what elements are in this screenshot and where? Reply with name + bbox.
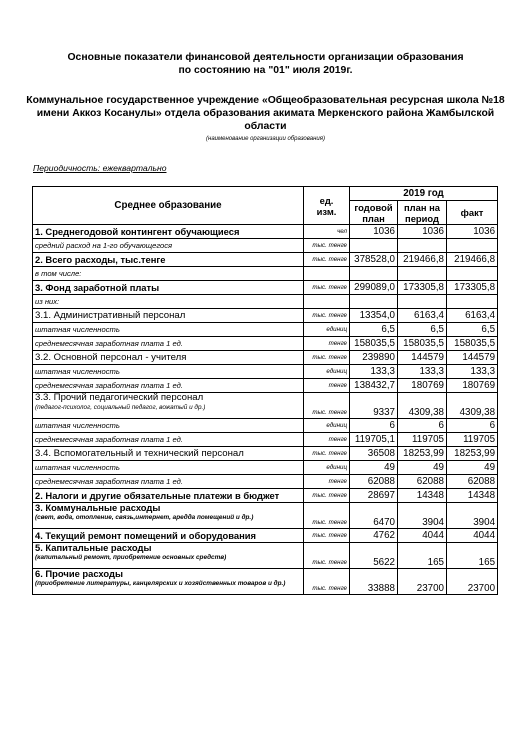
row-unit: единиц xyxy=(304,365,350,379)
row-value-period: 3904 xyxy=(398,503,447,529)
table-row xyxy=(33,419,498,433)
row-value-plan: 9337 xyxy=(350,393,398,419)
row-value-period: 133,3 xyxy=(398,365,447,379)
row-value-plan: 6 xyxy=(350,419,398,433)
table-row xyxy=(33,393,498,419)
row-label xyxy=(33,475,304,489)
row-unit: чел xyxy=(304,225,350,239)
row-label-text: среднемесячная заработная плата 1 ед. xyxy=(35,476,183,486)
row-label-note: (педагог-психолог, социальный педагог, вожатый и др.) xyxy=(35,404,206,411)
organization-name xyxy=(20,94,511,133)
indicators-table xyxy=(32,186,498,595)
row-label-text: штатная численность xyxy=(35,324,120,334)
row-value-fact: 6 xyxy=(447,419,498,433)
row-unit: тенге xyxy=(304,379,350,393)
table-row xyxy=(33,239,498,253)
row-value-fact: 219466,8 xyxy=(447,253,498,267)
row-value-plan: 1036 xyxy=(350,225,398,239)
title-line-1: Основные показатели финансовой деятельности организации образования xyxy=(67,52,464,63)
row-unit: тыс. тенге xyxy=(304,569,350,595)
row-unit: тыс. тенге xyxy=(304,543,350,569)
row-label-text: 3. Фонд заработной платы xyxy=(35,281,160,293)
row-value-period: 158035,5 xyxy=(398,337,447,351)
row-label-text: 1. Среднегодовой контингент обучающиеся xyxy=(35,225,240,237)
table-row xyxy=(33,543,498,569)
header-plan-2: план xyxy=(362,212,385,224)
row-value-period xyxy=(398,239,447,253)
row-value-plan xyxy=(350,295,398,309)
title-line-2: по состоянию на "01" июля 2019г. xyxy=(178,65,353,76)
row-value-period: 14348 xyxy=(398,489,447,503)
row-label-text: 3.1. Административный персонал xyxy=(35,309,186,321)
row-label xyxy=(33,295,304,309)
row-label xyxy=(33,433,304,447)
row-label-text: 2. Всего расходы, тыс.тенге xyxy=(35,253,166,265)
row-label-text: 3.2. Основной персонал - учителя xyxy=(35,351,187,363)
row-label xyxy=(33,379,304,393)
table-row xyxy=(33,351,498,365)
header-unit-1: ед. xyxy=(319,194,334,206)
table-row xyxy=(33,529,498,543)
row-label-text: 4. Текущий ремонт помещений и оборудования xyxy=(35,529,257,541)
row-label-text: среднемесячная заработная плата 1 ед. xyxy=(35,338,183,348)
row-label xyxy=(33,503,304,529)
header-fact: факт xyxy=(447,201,498,225)
row-unit: тыс. тенге xyxy=(304,239,350,253)
row-label xyxy=(33,489,304,503)
header-year: 2019 год xyxy=(350,187,498,201)
row-label-note: (приобретение литературы, канцелярских и хозяйственных товаров и др.) xyxy=(35,580,286,587)
table-row xyxy=(33,337,498,351)
periodicity-label: Периодичность: ежеквартально xyxy=(33,163,167,173)
row-label-note: (свет, вода, отопление, связь,интернет, аредда помещений и др.) xyxy=(35,514,254,521)
row-value-plan xyxy=(350,239,398,253)
row-label xyxy=(33,239,304,253)
row-label-text: среднемесячная заработная плата 1 ед. xyxy=(35,380,183,390)
row-value-plan xyxy=(350,267,398,281)
row-label-text: штатная численность xyxy=(35,366,120,376)
header-unit-2: изм. xyxy=(316,205,337,217)
table-row xyxy=(33,379,498,393)
row-label-text: 3.4. Вспомогательный и технический персонал xyxy=(35,447,244,459)
row-unit: тыс. тенге xyxy=(304,503,350,529)
row-label-text: в том числе: xyxy=(35,268,82,278)
row-unit xyxy=(304,295,350,309)
table-row xyxy=(33,489,498,503)
row-value-fact: 62088 xyxy=(447,475,498,489)
row-label xyxy=(33,529,304,543)
row-value-period: 4044 xyxy=(398,529,447,543)
row-value-period: 6 xyxy=(398,419,447,433)
row-label xyxy=(33,253,304,267)
row-value-fact: 14348 xyxy=(447,489,498,503)
row-unit: тыс. тенге xyxy=(304,393,350,419)
row-value-fact: 18253,99 xyxy=(447,447,498,461)
org-line-3: области xyxy=(244,121,287,132)
row-value-period: 6163,4 xyxy=(398,309,447,323)
row-value-plan: 4762 xyxy=(350,529,398,543)
row-label-text: среднемесячная заработная плата 1 ед. xyxy=(35,434,183,444)
org-line-1: Коммунальное государственное учреждение «Общеобразовательная ресурсная школа №18 xyxy=(26,95,505,106)
row-label-text: штатная численность xyxy=(35,420,120,430)
row-value-fact: 158035,5 xyxy=(447,337,498,351)
row-value-fact: 23700 xyxy=(447,569,498,595)
header-period xyxy=(398,201,447,225)
row-label xyxy=(33,309,304,323)
row-label-text: штатная численность xyxy=(35,462,120,472)
row-value-fact: 1036 xyxy=(447,225,498,239)
row-value-plan: 138432,7 xyxy=(350,379,398,393)
table-row xyxy=(33,323,498,337)
row-unit: тенге xyxy=(304,433,350,447)
row-label-text: 3. Коммунальные расходы xyxy=(35,502,161,513)
header-unit xyxy=(304,187,350,225)
row-value-plan: 239890 xyxy=(350,351,398,365)
row-value-period: 165 xyxy=(398,543,447,569)
row-label-text: средний расход на 1-го обучающегося xyxy=(35,240,173,250)
table-row xyxy=(33,461,498,475)
header-period-1: план на xyxy=(404,201,440,213)
table-row xyxy=(33,295,498,309)
row-unit xyxy=(304,267,350,281)
row-label xyxy=(33,543,304,569)
row-unit: тыс. тенге xyxy=(304,309,350,323)
row-value-plan: 5622 xyxy=(350,543,398,569)
row-value-plan: 299089,0 xyxy=(350,281,398,295)
row-value-fact: 165 xyxy=(447,543,498,569)
row-label xyxy=(33,447,304,461)
row-value-fact xyxy=(447,239,498,253)
row-value-period xyxy=(398,267,447,281)
row-value-plan: 33888 xyxy=(350,569,398,595)
row-value-period: 173305,8 xyxy=(398,281,447,295)
row-label xyxy=(33,337,304,351)
row-unit: тыс. тенге xyxy=(304,253,350,267)
row-unit: тыс. тенге xyxy=(304,489,350,503)
row-value-plan: 49 xyxy=(350,461,398,475)
row-value-plan: 119705,1 xyxy=(350,433,398,447)
row-unit: единиц xyxy=(304,323,350,337)
row-value-fact: 180769 xyxy=(447,379,498,393)
row-label-note: (капитальный ремонт, приобретение основных средств) xyxy=(35,554,227,561)
row-label xyxy=(33,365,304,379)
row-value-fact: 6,5 xyxy=(447,323,498,337)
row-value-period: 219466,8 xyxy=(398,253,447,267)
table-row xyxy=(33,281,498,295)
row-unit: тыс. тенге xyxy=(304,351,350,365)
row-value-fact: 6163,4 xyxy=(447,309,498,323)
row-value-fact: 49 xyxy=(447,461,498,475)
table-row xyxy=(33,447,498,461)
row-label xyxy=(33,569,304,595)
row-label xyxy=(33,419,304,433)
row-label xyxy=(33,461,304,475)
org-line-2: имени Аккоз Косанулы» отдела образования акимата Меркенского района Жамбылской xyxy=(36,108,495,119)
table-row xyxy=(33,253,498,267)
row-value-fact xyxy=(447,267,498,281)
table-row xyxy=(33,225,498,239)
row-label-text: 5. Капитальные расходы xyxy=(35,542,152,553)
row-label xyxy=(33,393,304,419)
row-value-period: 1036 xyxy=(398,225,447,239)
header-plan xyxy=(350,201,398,225)
document-title xyxy=(0,51,531,77)
row-value-fact: 4044 xyxy=(447,529,498,543)
row-unit: тенге xyxy=(304,337,350,351)
row-value-plan: 62088 xyxy=(350,475,398,489)
row-label-text: 6. Прочие расходы xyxy=(35,568,123,579)
row-value-plan: 133,3 xyxy=(350,365,398,379)
row-value-fact: 144579 xyxy=(447,351,498,365)
row-value-plan: 158035,5 xyxy=(350,337,398,351)
row-value-period: 18253,99 xyxy=(398,447,447,461)
row-unit: тыс. тенге xyxy=(304,281,350,295)
row-value-period: 49 xyxy=(398,461,447,475)
row-label-text: 2. Налоги и другие обязательные платежи в бюджет xyxy=(35,489,280,501)
row-value-period: 23700 xyxy=(398,569,447,595)
row-unit: единиц xyxy=(304,419,350,433)
row-value-plan: 378528,0 xyxy=(350,253,398,267)
table-row xyxy=(33,365,498,379)
row-value-period: 4309,38 xyxy=(398,393,447,419)
row-value-fact: 119705 xyxy=(447,433,498,447)
row-label xyxy=(33,281,304,295)
row-value-plan: 6470 xyxy=(350,503,398,529)
table-row xyxy=(33,433,498,447)
row-value-fact: 133,3 xyxy=(447,365,498,379)
row-value-fact xyxy=(447,295,498,309)
header-period-2: период xyxy=(405,212,439,224)
row-value-plan: 28697 xyxy=(350,489,398,503)
row-value-period: 144579 xyxy=(398,351,447,365)
header-plan-1: годовой xyxy=(354,201,393,213)
table-row xyxy=(33,569,498,595)
row-label xyxy=(33,351,304,365)
row-label-text: 3.3. Прочий педагогический персонал xyxy=(35,392,204,403)
row-label xyxy=(33,267,304,281)
table-row xyxy=(33,309,498,323)
table-row xyxy=(33,503,498,529)
row-unit: тыс. тенге xyxy=(304,447,350,461)
row-label xyxy=(33,225,304,239)
table-row xyxy=(33,475,498,489)
row-value-fact: 3904 xyxy=(447,503,498,529)
row-value-period: 180769 xyxy=(398,379,447,393)
row-unit: тыс. тенге xyxy=(304,529,350,543)
row-value-fact: 173305,8 xyxy=(447,281,498,295)
row-label xyxy=(33,323,304,337)
header-name: Среднее образование xyxy=(33,187,304,225)
row-value-period: 6,5 xyxy=(398,323,447,337)
row-unit: единиц xyxy=(304,461,350,475)
row-value-period: 119705 xyxy=(398,433,447,447)
table-body xyxy=(33,225,498,595)
row-value-plan: 13354,0 xyxy=(350,309,398,323)
row-label-text: из них: xyxy=(35,296,60,306)
table-row xyxy=(33,267,498,281)
row-value-plan: 36508 xyxy=(350,447,398,461)
row-value-period xyxy=(398,295,447,309)
organization-note: (наименование организации образования) xyxy=(206,136,325,142)
row-value-fact: 4309,38 xyxy=(447,393,498,419)
row-unit: тенге xyxy=(304,475,350,489)
row-value-period: 62088 xyxy=(398,475,447,489)
row-value-plan: 6,5 xyxy=(350,323,398,337)
